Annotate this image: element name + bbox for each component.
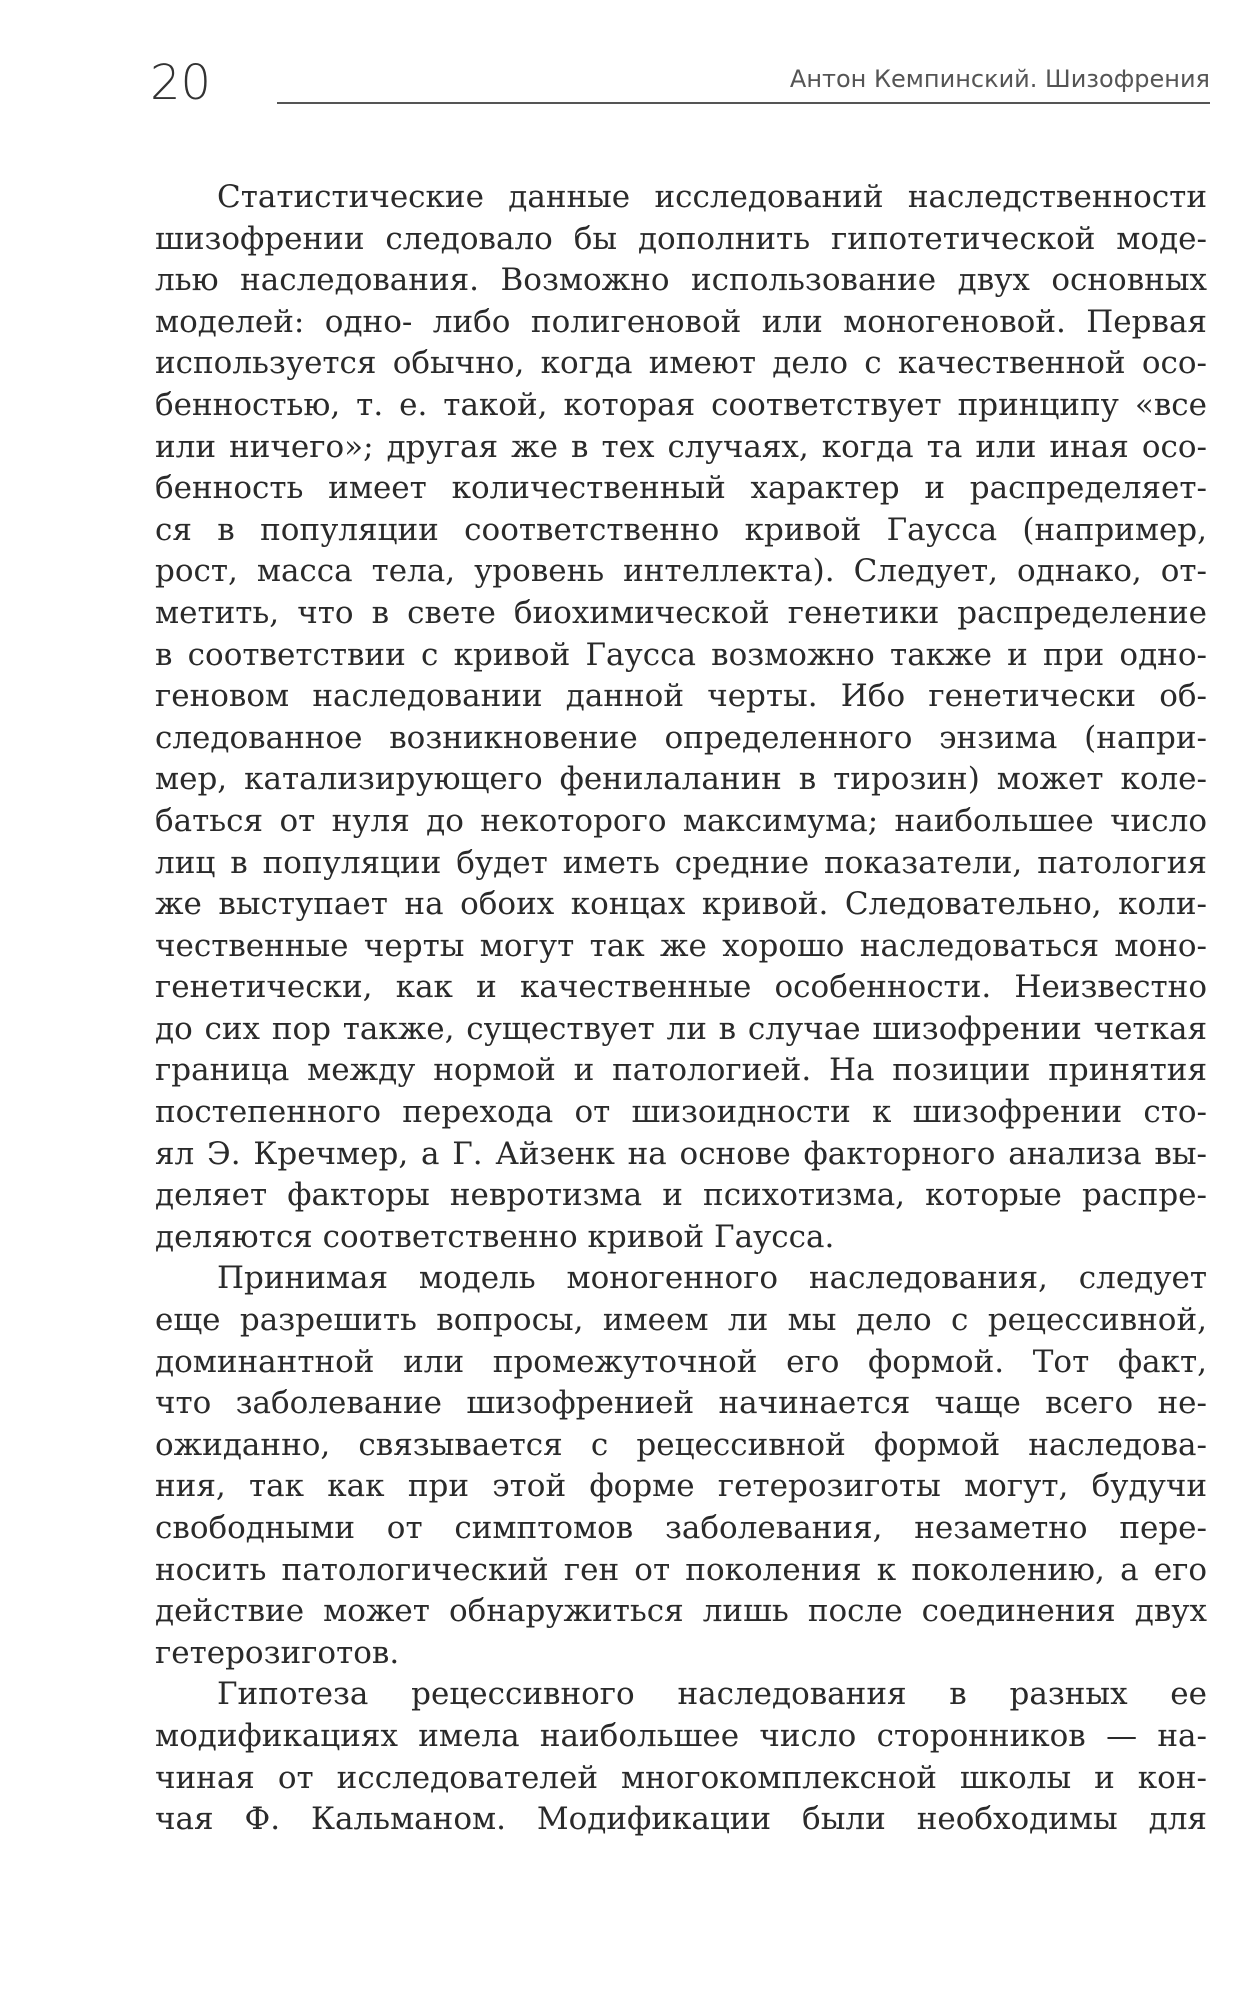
text-line: чественные черты могут так же хорошо наследоваться моно-	[155, 927, 1207, 964]
text-line: генетически, как и качественные особенности. Неизвестно	[155, 969, 1207, 1006]
text-line: деляются соответственно кривой Гаусса.	[155, 1218, 835, 1255]
text-line: модификациях имела наибольшее число сторонников — на-	[155, 1717, 1207, 1754]
body-text	[155, 177, 1207, 1841]
text-line: что заболевание шизофренией начинается чаще всего не-	[155, 1385, 1207, 1422]
header-rule	[277, 102, 1210, 104]
text-line: используется обычно, когда имеют дело с качественной осо-	[155, 345, 1207, 382]
text-line: Гипотеза рецессивного наследования в разных ее	[217, 1676, 1207, 1713]
page-header	[150, 55, 1210, 111]
text-line: доминантной или промежуточной его формой. Тот факт,	[155, 1343, 1207, 1380]
text-line: бенность имеет количественный характер и распределяет-	[155, 470, 1207, 507]
text-line: или ничего»; другая же в тех случаях, когда та или иная осо-	[155, 428, 1207, 465]
text-line: действие может обнаружиться лишь после соединения двух	[155, 1593, 1207, 1630]
text-line: мер, катализирующего фенилаланин в тирозин) может коле-	[155, 761, 1207, 798]
text-line: чая Ф. Кальманом. Модификации были необходимы для	[155, 1801, 1207, 1838]
text-line: чиная от исследователей многокомплексной школы и кон-	[155, 1759, 1207, 1796]
text-line: лиц в популяции будет иметь средние показатели, патология	[155, 844, 1207, 881]
text-line: Принимая модель моногенного наследования, следует	[217, 1260, 1207, 1297]
text-line: метить, что в свете биохимической генетики распределение	[155, 594, 1207, 631]
text-line: ожиданно, связывается с рецессивной формой наследова-	[155, 1426, 1207, 1463]
text-line: ся в популяции соответственно кривой Гаусса (например,	[155, 511, 1207, 548]
text-line: постепенного перехода от шизоидности к шизофрении сто-	[155, 1094, 1207, 1131]
text-line: носить патологический ген от поколения к поколению, а его	[155, 1551, 1207, 1588]
text-line: ял Э. Кречмер, а Г. Айзенк на основе факторного анализа вы-	[155, 1135, 1207, 1172]
text-line: шизофрении следовало бы дополнить гипотетической моде-	[155, 220, 1207, 257]
text-line: до сих пор также, существует ли в случае шизофрении четкая	[155, 1010, 1207, 1047]
text-line: ния, так как при этой форме гетерозиготы могут, будучи	[155, 1468, 1207, 1505]
text-line: баться от нуля до некоторого максимума; наибольшее число	[155, 802, 1207, 839]
text-line: лью наследования. Возможно использование двух основных	[155, 262, 1207, 299]
page-number: 20	[150, 55, 212, 111]
text-line: рост, масса тела, уровень интеллекта). Следует, однако, от-	[155, 553, 1207, 590]
text-line: Статистические данные исследований наследственности	[217, 179, 1207, 215]
text-line: свободными от симптомов заболевания, незаметно пере-	[155, 1510, 1207, 1546]
running-title: Антон Кемпинский. Шизофрения	[789, 65, 1210, 93]
text-line: же выступает на обоих концах кривой. Следовательно, коли-	[155, 886, 1207, 923]
text-line: гетерозиготов.	[155, 1634, 400, 1671]
text-line: в соответствии с кривой Гаусса возможно также и при одно-	[155, 636, 1207, 673]
text-line: следованное возникновение определенного энзима (напри-	[155, 719, 1207, 756]
text-line: еще разрешить вопросы, имеем ли мы дело с рецессивной,	[155, 1302, 1207, 1339]
text-line: граница между нормой и патологией. На позиции принятия	[155, 1052, 1207, 1089]
paragraph-3	[155, 1674, 1207, 1840]
paragraph-2	[155, 1258, 1207, 1674]
text-line: деляет факторы невротизма и психотизма, которые распре-	[155, 1177, 1207, 1214]
text-line: геновом наследовании данной черты. Ибо генетически об-	[155, 678, 1207, 715]
text-line: бенностью, т. е. такой, которая соответствует принципу «все	[155, 386, 1207, 423]
text-line: моделей: одно- либо полигеновой или моногеновой. Первая	[155, 303, 1207, 340]
paragraph-1	[155, 177, 1207, 1258]
